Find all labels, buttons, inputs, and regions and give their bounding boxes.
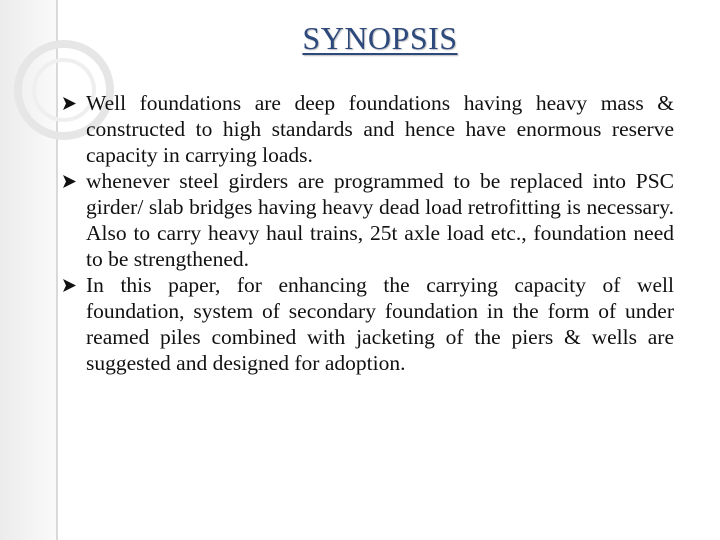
arrowhead-bullet-icon <box>62 96 77 111</box>
list-item <box>62 272 674 376</box>
arrowhead-bullet-icon <box>62 278 77 293</box>
bullet-text: Well foundations are deep foundations having heavy mass & constructed to high standards and hence have enormous reserve capacity in carrying loads. <box>86 91 674 167</box>
bullet-text: whenever steel girders are programmed to be replaced into PSC girder/ slab bridges having heavy dead load retrofitting is necessary. Also to carry heavy haul trains, 25t axle load etc., foundation need to be strengthened. <box>86 169 674 271</box>
page-title: SYNOPSIS <box>302 20 458 56</box>
arrowhead-bullet-icon <box>62 174 77 189</box>
bullet-text: In this paper, for enhancing the carrying capacity of well foundation, system of secondary foundation in the form of under reamed piles combined with jacketing of the piers & wells are suggested and designed for adoption. <box>86 273 674 375</box>
bullet-list <box>62 90 674 376</box>
list-item <box>62 90 674 168</box>
list-item <box>62 168 674 272</box>
